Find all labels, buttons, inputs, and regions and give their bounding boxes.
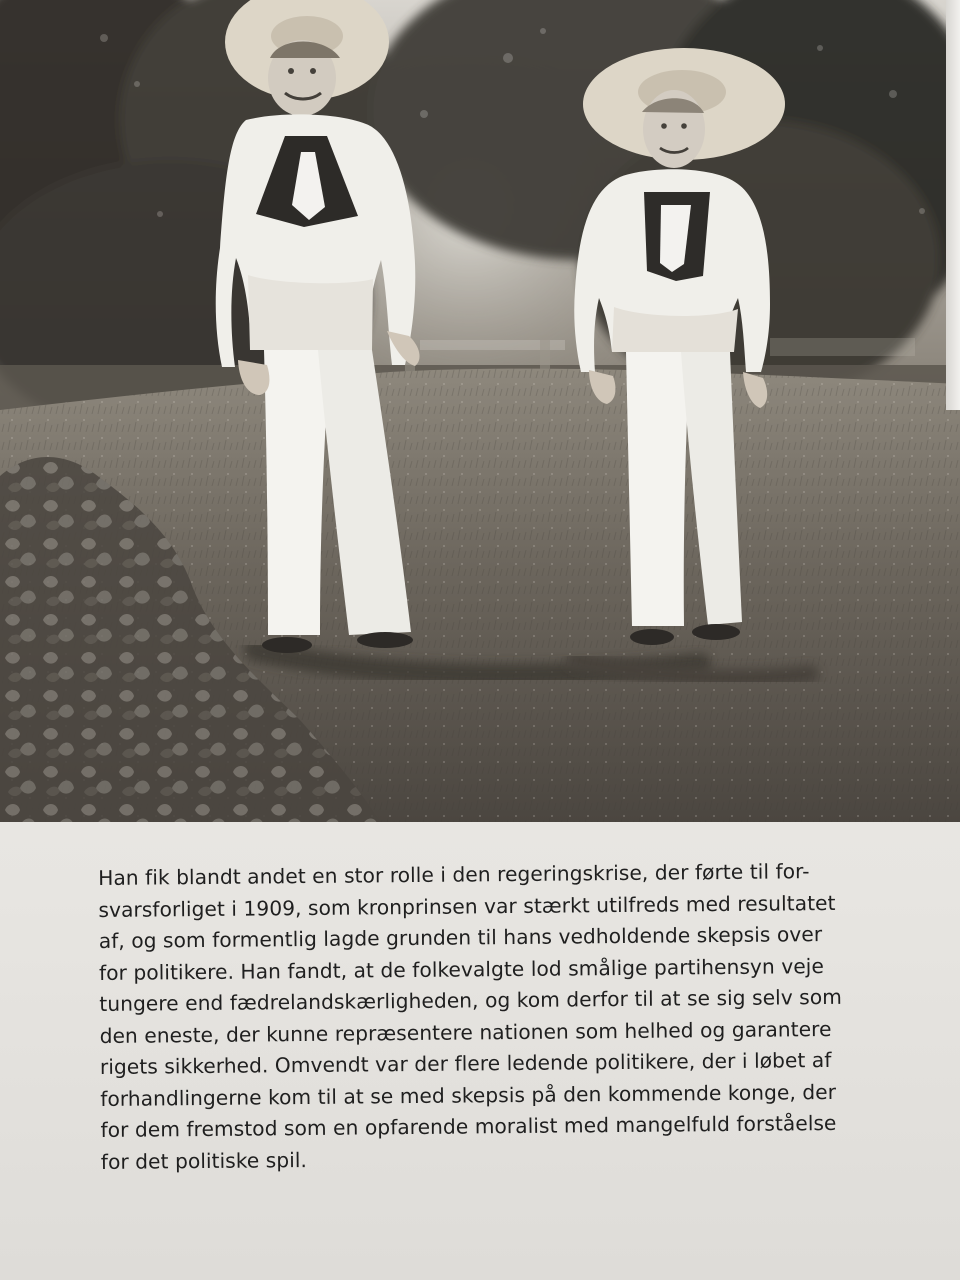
text-line-4: for politikere. Han fandt, at de folkevalgte lod smålige partihensyn veje	[98, 953, 824, 985]
text-line-6: den eneste, der kunne repræsentere nationen som helhed og garantere	[99, 1016, 832, 1048]
text-line-5: tungere end fædrelandskærligheden, og kom derfor til at se sig selv som	[99, 984, 843, 1016]
text-line-1: Han fik blandt andet en stor rolle i den regeringskrise, der førte til for-	[98, 859, 810, 890]
text-line-8: forhandlingerne kom til at se med skepsis på den kommende konge, der	[100, 1079, 837, 1111]
text-line-7: rigets sikkerhed. Omvendt var der flere ledende politikere, der i løbet af	[99, 1047, 832, 1079]
text-line-3: af, og som formentlig lagde grunden til hans vedholdende skepsis over	[98, 922, 823, 953]
body-paragraph	[98, 856, 871, 1178]
text-line-2: svarsforliget i 1909, som kronprinsen var stærkt utilfreds med resultatet	[98, 890, 836, 922]
text-line-10: for det politiske spil.	[100, 1147, 308, 1174]
page-edge	[946, 0, 960, 410]
text-line-9: for dem fremstod som en opfarende moralist med mangelfuld forståelse	[100, 1110, 837, 1142]
